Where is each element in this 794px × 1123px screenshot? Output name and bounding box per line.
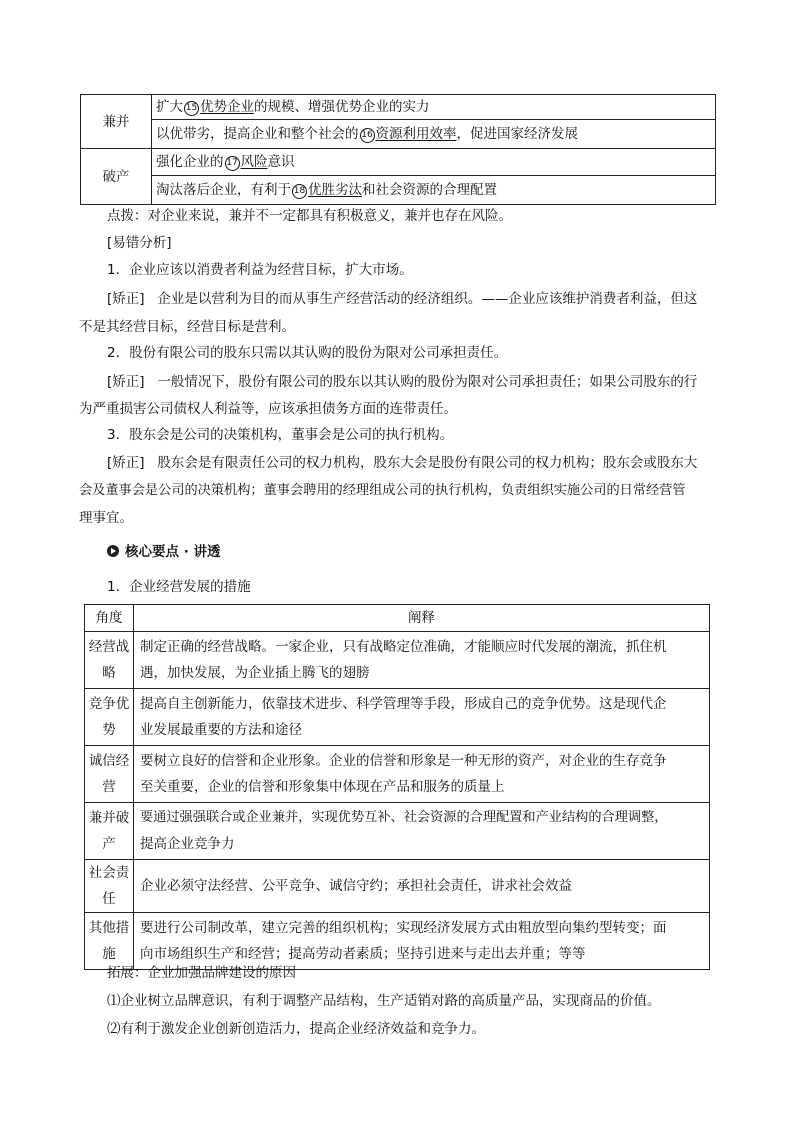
table-row	[81, 120, 716, 149]
error-statement-2: 2．股份有限公司的股东只需以其认购的股份为限对公司承担责任。	[107, 345, 508, 361]
table-header-row	[85, 605, 710, 632]
column-header: 阐释	[134, 605, 710, 632]
correction-tag: [矫正]	[107, 455, 145, 471]
correction-2-line-2: 为严重损害公司债权人利益等，应该承担债务方面的连带责任。	[79, 401, 457, 417]
fill-blank-answer: 优势企业	[200, 99, 254, 115]
correction-3-line-3: 理事宜。	[79, 510, 133, 526]
merger-bankruptcy-table	[80, 94, 716, 205]
circled-number: 16	[360, 128, 375, 143]
fill-blank-answer: 优胜劣汰	[308, 182, 362, 198]
circled-number: 17	[225, 156, 240, 171]
fill-blank-answer: 资源利用效率	[375, 126, 457, 142]
error-statement-1: 1．企业应该以消费者利益为经营目标，扩大市场。	[107, 262, 413, 278]
play-circle-icon	[107, 545, 119, 557]
table-row	[81, 176, 716, 205]
error-analysis-title: [易错分析]	[107, 235, 172, 251]
correction-2-line-1: [矫正] 一般情况下，股份有限公司的股东以其认购的股份为限对公司承担责任；如果公司股东的行	[107, 374, 698, 390]
section-subtitle: 1．企业经营发展的措施	[107, 579, 251, 595]
column-header: 角度	[85, 605, 134, 632]
table-row	[81, 95, 716, 120]
section-heading: 核心要点 · 讲透	[107, 541, 221, 563]
table-cell: 以优带劣，提高企业和整个社会的 16 资源利用效率，促进国家经济发展	[152, 120, 716, 149]
table-row: 竞争优 势 提高自主创新能力，依靠技术进步、科学管理等手段，形成自己的竞争优势。这是现代企 业发展最重要的方法和途径	[85, 689, 710, 746]
extension-point-2: ⑵有利于激发企业创新创造活力，提高企业经济效益和竞争力。	[107, 1021, 485, 1037]
error-statement-3: 3．股东会是公司的决策机构，董事会是公司的执行机构。	[107, 427, 454, 443]
group-cell: 破产	[81, 149, 152, 205]
table-row: 其他措 施 要进行公司制改革，建立完善的组织机构；实现经济发展方式由粗放型向集约型转变；面 向市场组织生产和经营；提高劳动者素质；坚持引进来与走出去并重；等等	[85, 913, 710, 970]
correction-tag: [矫正]	[107, 374, 145, 390]
extension-title: 拓展：企业加强品牌建设的原因	[107, 965, 296, 981]
correction-1-line-1: [矫正] 企业是以营利为目的而从事生产经营活动的经济组织。——企业应该维护消费者利益，但这	[107, 291, 698, 307]
table-cell: 扩大 15 优势企业的规模、增强优势企业的实力	[152, 95, 716, 120]
table-row: 社会责 任 企业必须守法经营、公平竞争、诚信守约；承担社会责任，讲求社会效益	[85, 860, 710, 913]
correction-3-line-1: [矫正] 股东会是有限责任公司的权力机构，股东大会是股份有限公司的权力机构；股东会或股东大	[107, 455, 698, 471]
table-row	[81, 149, 716, 176]
group-cell: 兼并	[81, 95, 152, 149]
circled-number: 15	[184, 101, 199, 116]
table-row: 经营战 略 制定正确的经营战略。一家企业，只有战略定位准确，才能顺应时代发展的潮流，抓住机 遇，加快发展，为企业插上腾飞的翅膀	[85, 632, 710, 689]
correction-tag: [矫正]	[107, 291, 145, 307]
measures-table	[84, 604, 710, 970]
table-cell: 强化企业的 17 风险意识	[152, 149, 716, 176]
correction-3-line-2: 会及董事会是公司的决策机构；董事会聘用的经理组成公司的执行机构，负责组织实施公司的日常经营管	[79, 483, 686, 498]
table-cell: 淘汰落后企业，有利于 18 优胜劣汰和社会资源的合理配置	[152, 176, 716, 205]
tip-text: 点拨：对企业来说，兼并不一定都具有积极意义，兼并也存在风险。	[107, 208, 512, 224]
fill-blank-answer: 风险	[240, 154, 268, 170]
circled-number: 18	[292, 184, 307, 199]
table-row: 兼并破 产 要通过强强联合或企业兼并，实现优势互补、社会资源的合理配置和产业结构的合理调整， 提高企业竞争力	[85, 803, 710, 860]
extension-point-1: ⑴企业树立品牌意识，有利于调整产品结构，生产适销对路的高质量产品，实现商品的价值。	[107, 993, 661, 1009]
table-row: 诚信经 营 要树立良好的信誉和企业形象。企业的信誉和形象是一种无形的资产，对企业的生存竞争 至关重要，企业的信誉和形象集中体现在产品和服务的质量上	[85, 746, 710, 803]
correction-1-line-2: 不是其经营目标，经营目标是营利。	[79, 319, 295, 335]
